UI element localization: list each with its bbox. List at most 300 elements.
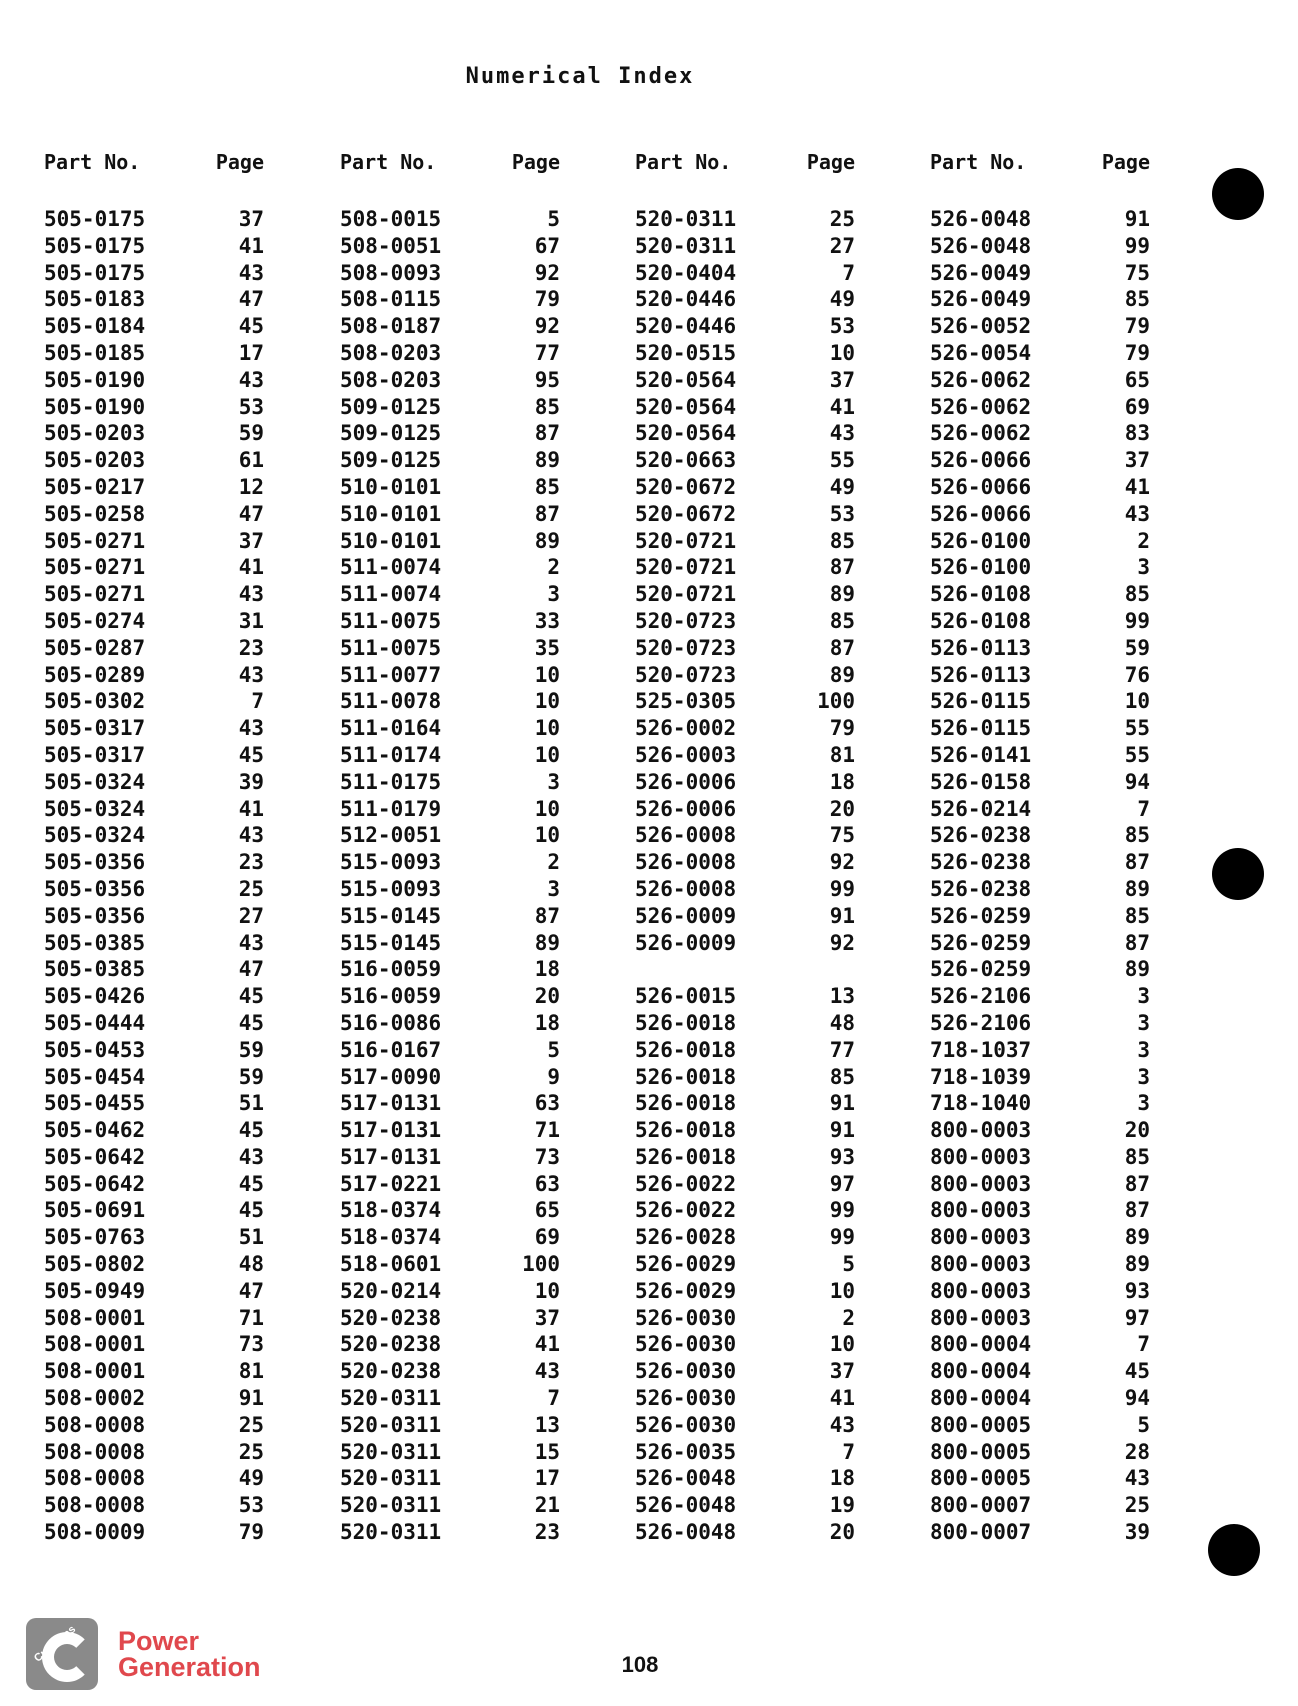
page-ref: 18: [534, 1010, 560, 1035]
part-number: 526-0259: [930, 903, 1032, 928]
page-ref: 87: [534, 501, 560, 526]
part-number: 800-0003: [930, 1225, 1032, 1250]
page-ref: 65: [534, 1198, 560, 1223]
page-ref: 47: [238, 1278, 264, 1303]
table-row: [340, 822, 560, 849]
part-number: 520-0672: [635, 474, 737, 499]
table-row: [635, 1251, 855, 1278]
page-ref: 45: [238, 314, 264, 339]
page-ref: 79: [534, 287, 560, 312]
part-number: 511-0078: [340, 689, 442, 714]
page-ref: 93: [1124, 1278, 1150, 1303]
part-number: 800-0003: [930, 1171, 1032, 1196]
part-number: 800-0005: [930, 1439, 1032, 1464]
page-ref: 92: [534, 260, 560, 285]
table-row: [635, 367, 855, 394]
page-ref: 25: [238, 1439, 264, 1464]
part-number: 526-0030: [635, 1359, 737, 1384]
page-ref: 41: [238, 233, 264, 258]
part-number: 520-0311: [340, 1520, 442, 1545]
table-row: [44, 822, 264, 849]
table-row: [635, 662, 855, 689]
page-ref: 99: [1124, 233, 1150, 258]
table-row: [635, 876, 855, 903]
part-number: 526-0238: [930, 823, 1032, 848]
part-number: 505-0317: [44, 742, 146, 767]
table-row: [44, 528, 264, 555]
part-number: 505-0175: [44, 260, 146, 285]
page-ref: 7: [1137, 796, 1150, 821]
page-ref: 59: [1124, 635, 1150, 660]
table-row: [635, 528, 855, 555]
part-number: 508-0008: [44, 1439, 146, 1464]
table-row: [635, 313, 855, 340]
page-ref: 25: [238, 1412, 264, 1437]
page-ref: 95: [534, 367, 560, 392]
table-row: [930, 1064, 1150, 1091]
table-row: [635, 608, 855, 635]
table-row: [635, 1331, 855, 1358]
part-number: 505-0185: [44, 340, 146, 365]
table-row: [635, 822, 855, 849]
table-row: [44, 554, 264, 581]
page-ref: [795, 956, 855, 983]
page-ref: 37: [238, 528, 264, 553]
page-ref: 79: [829, 716, 855, 741]
table-row: [44, 367, 264, 394]
part-number: 526-0100: [930, 528, 1032, 553]
page-ref: 23: [238, 635, 264, 660]
part-number: 520-0238: [340, 1305, 442, 1330]
page-ref: 92: [829, 930, 855, 955]
table-row: [635, 1305, 855, 1332]
table-row: [635, 1144, 855, 1171]
part-number: 520-0515: [635, 340, 737, 365]
page-ref: 47: [238, 957, 264, 982]
part-number: 508-0115: [340, 287, 442, 312]
table-row: [635, 340, 855, 367]
table-row: [340, 635, 560, 662]
table-row: [44, 447, 264, 474]
part-no-header: Part No.: [635, 150, 732, 174]
page-ref: 92: [829, 850, 855, 875]
table-row: [635, 1465, 855, 1492]
table-row: [340, 1331, 560, 1358]
page-ref: 87: [1124, 930, 1150, 955]
page-ref: 83: [1124, 421, 1150, 446]
table-row: [635, 1519, 855, 1546]
table-row: [635, 501, 855, 528]
part-number: 526-0113: [930, 662, 1032, 687]
part-number: 526-0030: [635, 1332, 737, 1357]
table-row: [635, 715, 855, 742]
table-row: [44, 1358, 264, 1385]
page-ref: 81: [829, 742, 855, 767]
part-number: 526-0062: [930, 367, 1032, 392]
table-row: [340, 1492, 560, 1519]
table-row: [44, 662, 264, 689]
table-row: [930, 1144, 1150, 1171]
table-row: [930, 233, 1150, 260]
part-number: 509-0125: [340, 421, 442, 446]
page-ref: 7: [547, 1386, 560, 1411]
part-number: 505-0287: [44, 635, 146, 660]
page-ref: 89: [1124, 1225, 1150, 1250]
table-row: [340, 769, 560, 796]
page-number: 108: [621, 1652, 659, 1677]
table-row: [930, 662, 1150, 689]
part-number: 508-0008: [44, 1493, 146, 1518]
table-row: [930, 1412, 1150, 1439]
table-row: [930, 394, 1150, 421]
table-row: [44, 420, 264, 447]
table-row: [930, 447, 1150, 474]
table-row: [340, 849, 560, 876]
part-number: 526-0015: [635, 984, 737, 1009]
page-ref: 94: [1124, 769, 1150, 794]
page-ref: 27: [238, 903, 264, 928]
table-row: [340, 1385, 560, 1412]
page-ref: 85: [534, 474, 560, 499]
table-row: [635, 206, 855, 233]
part-number: 505-0190: [44, 367, 146, 392]
part-number: 505-0271: [44, 582, 146, 607]
table-row: [340, 206, 560, 233]
table-row: [340, 983, 560, 1010]
part-number: 526-0003: [635, 742, 737, 767]
table-row: [44, 206, 264, 233]
page-ref: 89: [1124, 1252, 1150, 1277]
table-row: [635, 581, 855, 608]
page-ref: 43: [1124, 501, 1150, 526]
part-number: 511-0077: [340, 662, 442, 687]
table-row: [635, 1492, 855, 1519]
part-number: 520-0311: [340, 1466, 442, 1491]
page-ref: 3: [547, 769, 560, 794]
part-number: 505-0190: [44, 394, 146, 419]
page-ref: 47: [238, 501, 264, 526]
part-number: 505-0183: [44, 287, 146, 312]
table-row: [930, 260, 1150, 287]
page-header: Page: [215, 150, 264, 174]
page-ref: 31: [238, 608, 264, 633]
part-number: 800-0003: [930, 1278, 1032, 1303]
table-row: [44, 233, 264, 260]
part-no-header: Part No.: [930, 150, 1027, 174]
table-row: [930, 1224, 1150, 1251]
part-number: 508-0001: [44, 1332, 146, 1357]
part-number: 505-0274: [44, 608, 146, 633]
table-row: [930, 313, 1150, 340]
binder-hole-icon: [1212, 848, 1264, 900]
table-row: [340, 903, 560, 930]
page-ref: 43: [238, 367, 264, 392]
page-ref: 45: [1124, 1359, 1150, 1384]
part-number: 505-0175: [44, 233, 146, 258]
table-row: [635, 1439, 855, 1466]
page-ref: 15: [534, 1439, 560, 1464]
page-ref: 75: [1124, 260, 1150, 285]
table-row: [340, 394, 560, 421]
table-row: [635, 1037, 855, 1064]
page-ref: 89: [829, 582, 855, 607]
page-ref: 99: [829, 876, 855, 901]
table-row: [44, 849, 264, 876]
page-ref: 43: [1124, 1466, 1150, 1491]
table-row: [635, 1278, 855, 1305]
table-row: [340, 608, 560, 635]
table-row: [340, 581, 560, 608]
table-row: [340, 367, 560, 394]
part-number: 526-0008: [635, 850, 737, 875]
table-row: [44, 742, 264, 769]
part-number: 515-0145: [340, 903, 442, 928]
part-number: 509-0125: [340, 448, 442, 473]
page-ref: 10: [534, 662, 560, 687]
page-ref: 41: [534, 1332, 560, 1357]
table-row: [930, 340, 1150, 367]
page-ref: 85: [534, 394, 560, 419]
table-row: [930, 1331, 1150, 1358]
table-row: [930, 608, 1150, 635]
binder-hole-icon: [1212, 168, 1264, 220]
part-number: 520-0311: [340, 1386, 442, 1411]
page-ref: 2: [1137, 528, 1150, 553]
table-row: [44, 340, 264, 367]
page-ref: 10: [534, 742, 560, 767]
part-number: 508-0051: [340, 233, 442, 258]
table-row: [44, 903, 264, 930]
part-no-header: Part No.: [340, 150, 437, 174]
part-number: 520-0238: [340, 1359, 442, 1384]
table-row: [44, 1492, 264, 1519]
part-number: 526-0022: [635, 1198, 737, 1223]
table-row: [340, 742, 560, 769]
page-ref: 99: [829, 1198, 855, 1223]
table-row: [635, 447, 855, 474]
part-number: 526-0214: [930, 796, 1032, 821]
part-number: 520-0238: [340, 1332, 442, 1357]
table-row: [930, 688, 1150, 715]
part-number: 512-0051: [340, 823, 442, 848]
part-number: 520-0311: [340, 1493, 442, 1518]
page-ref: 53: [238, 394, 264, 419]
page-ref: 67: [534, 233, 560, 258]
part-number: 505-0302: [44, 689, 146, 714]
table-row: [44, 1465, 264, 1492]
table-row: [930, 1117, 1150, 1144]
page-header: Page: [1101, 150, 1150, 174]
part-number: 526-0018: [635, 1037, 737, 1062]
part-number: 526-0062: [930, 394, 1032, 419]
page-ref: 45: [238, 984, 264, 1009]
page-ref: 3: [547, 582, 560, 607]
part-number: 508-0001: [44, 1305, 146, 1330]
part-number: 508-0015: [340, 207, 442, 231]
page-ref: 20: [829, 796, 855, 821]
part-number: 505-0324: [44, 796, 146, 821]
page-ref: 97: [829, 1171, 855, 1196]
table-row: [930, 1519, 1150, 1546]
page-ref: 10: [534, 796, 560, 821]
part-number: 800-0003: [930, 1144, 1032, 1169]
part-number: 517-0131: [340, 1118, 442, 1143]
table-row: [635, 420, 855, 447]
part-number: 520-0721: [635, 528, 737, 553]
page-ref: 13: [829, 984, 855, 1009]
table-row: [635, 769, 855, 796]
part-number: 505-0462: [44, 1118, 146, 1143]
part-number: 526-0158: [930, 769, 1032, 794]
part-number: 520-0446: [635, 314, 737, 339]
table-row: [635, 849, 855, 876]
table-row: [44, 1251, 264, 1278]
page-ref: 55: [829, 448, 855, 473]
part-number: 517-0221: [340, 1171, 442, 1196]
page-ref: 25: [829, 207, 855, 231]
page-ref: 10: [534, 689, 560, 714]
table-row: [44, 501, 264, 528]
page-ref: 41: [1124, 474, 1150, 499]
part-number: 526-0018: [635, 1144, 737, 1169]
page-ref: 7: [842, 260, 855, 285]
page-ref: 41: [829, 1386, 855, 1411]
table-row: [340, 260, 560, 287]
part-number: 520-0311: [635, 233, 737, 258]
part-number: 526-0002: [635, 716, 737, 741]
page-ref: 99: [829, 1225, 855, 1250]
part-number: 505-0175: [44, 207, 146, 231]
page-ref: 45: [238, 742, 264, 767]
table-row: [635, 688, 855, 715]
page-ref: 3: [1137, 984, 1150, 1009]
page-ref: 94: [1124, 1386, 1150, 1411]
table-row: [44, 1010, 264, 1037]
page-ref: 61: [238, 448, 264, 473]
part-number: 517-0090: [340, 1064, 442, 1089]
page-ref: 25: [1124, 1493, 1150, 1518]
page-ref: 87: [1124, 850, 1150, 875]
table-row: [930, 1090, 1150, 1117]
table-row: [340, 930, 560, 957]
table-row: [44, 1090, 264, 1117]
page-ref: 37: [534, 1305, 560, 1330]
page-ref: 89: [534, 930, 560, 955]
page-ref: 45: [238, 1171, 264, 1196]
part-number: 511-0174: [340, 742, 442, 767]
page-ref: 91: [1124, 207, 1150, 231]
page-ref: 73: [238, 1332, 264, 1357]
column-header: [930, 150, 1150, 206]
page-ref: 5: [547, 1037, 560, 1062]
page-ref: 63: [534, 1091, 560, 1116]
page-ref: 49: [829, 474, 855, 499]
table-row: [340, 956, 560, 983]
table-row: [930, 983, 1150, 1010]
page-ref: 89: [1124, 876, 1150, 901]
page-ref: 41: [829, 394, 855, 419]
page-ref: 65: [1124, 367, 1150, 392]
table-row: [930, 876, 1150, 903]
table-row: [930, 1358, 1150, 1385]
part-number: 505-0642: [44, 1171, 146, 1196]
table-row: [340, 420, 560, 447]
table-row: [635, 286, 855, 313]
page-ref: 85: [829, 528, 855, 553]
table-row: [930, 956, 1150, 983]
page-ref: 89: [534, 528, 560, 553]
part-number: 526-0035: [635, 1439, 737, 1464]
part-number: 520-0723: [635, 635, 737, 660]
page-ref: 10: [1124, 689, 1150, 714]
table-row: [340, 474, 560, 501]
part-number: 505-0289: [44, 662, 146, 687]
page-ref: 20: [1124, 1118, 1150, 1143]
table-row: [44, 956, 264, 983]
page-ref: 53: [238, 1493, 264, 1518]
part-number: 526-0030: [635, 1386, 737, 1411]
table-row: [340, 876, 560, 903]
table-row: [635, 233, 855, 260]
page-ref: 45: [238, 1198, 264, 1223]
page-ref: 20: [534, 984, 560, 1009]
part-number: 517-0131: [340, 1091, 442, 1116]
table-row: [44, 796, 264, 823]
page-ref: 10: [534, 1278, 560, 1303]
page-header: Page: [511, 150, 560, 174]
part-number: 800-0005: [930, 1466, 1032, 1491]
page-ref: 2: [547, 850, 560, 875]
page-ref: 69: [1124, 394, 1150, 419]
part-number: 505-0444: [44, 1010, 146, 1035]
page-ref: 59: [238, 1037, 264, 1062]
part-number: 526-0048: [635, 1520, 737, 1545]
part-number: 520-0564: [635, 421, 737, 446]
part-number: 520-0672: [635, 501, 737, 526]
part-number: 526-0066: [930, 448, 1032, 473]
table-row: [635, 903, 855, 930]
page-ref: 49: [238, 1466, 264, 1491]
page-ref: 17: [534, 1466, 560, 1491]
index-column-2: [340, 150, 560, 1546]
table-row: [44, 983, 264, 1010]
table-row: [635, 1010, 855, 1037]
table-row: [635, 796, 855, 823]
part-number: 526-0028: [635, 1225, 737, 1250]
part-number: 526-0029: [635, 1278, 737, 1303]
part-number: 800-0003: [930, 1118, 1032, 1143]
part-number: 508-0203: [340, 340, 442, 365]
page-ref: 9: [547, 1064, 560, 1089]
table-row: [44, 313, 264, 340]
table-row: [340, 1278, 560, 1305]
page-ref: 85: [1124, 1144, 1150, 1169]
logo-line-generation: Generation: [118, 1652, 261, 1682]
part-number: 505-0385: [44, 930, 146, 955]
page-ref: 3: [1137, 1010, 1150, 1035]
table-row: [930, 1037, 1150, 1064]
table-row: [340, 447, 560, 474]
part-number: 526-0048: [635, 1493, 737, 1518]
page-ref: 39: [238, 769, 264, 794]
part-number: 505-0203: [44, 448, 146, 473]
page-ref: 87: [829, 635, 855, 660]
part-number: 526-0113: [930, 635, 1032, 660]
part-number: 508-0008: [44, 1412, 146, 1437]
part-number: 510-0101: [340, 474, 442, 499]
table-row: [930, 1465, 1150, 1492]
table-row: [340, 1010, 560, 1037]
